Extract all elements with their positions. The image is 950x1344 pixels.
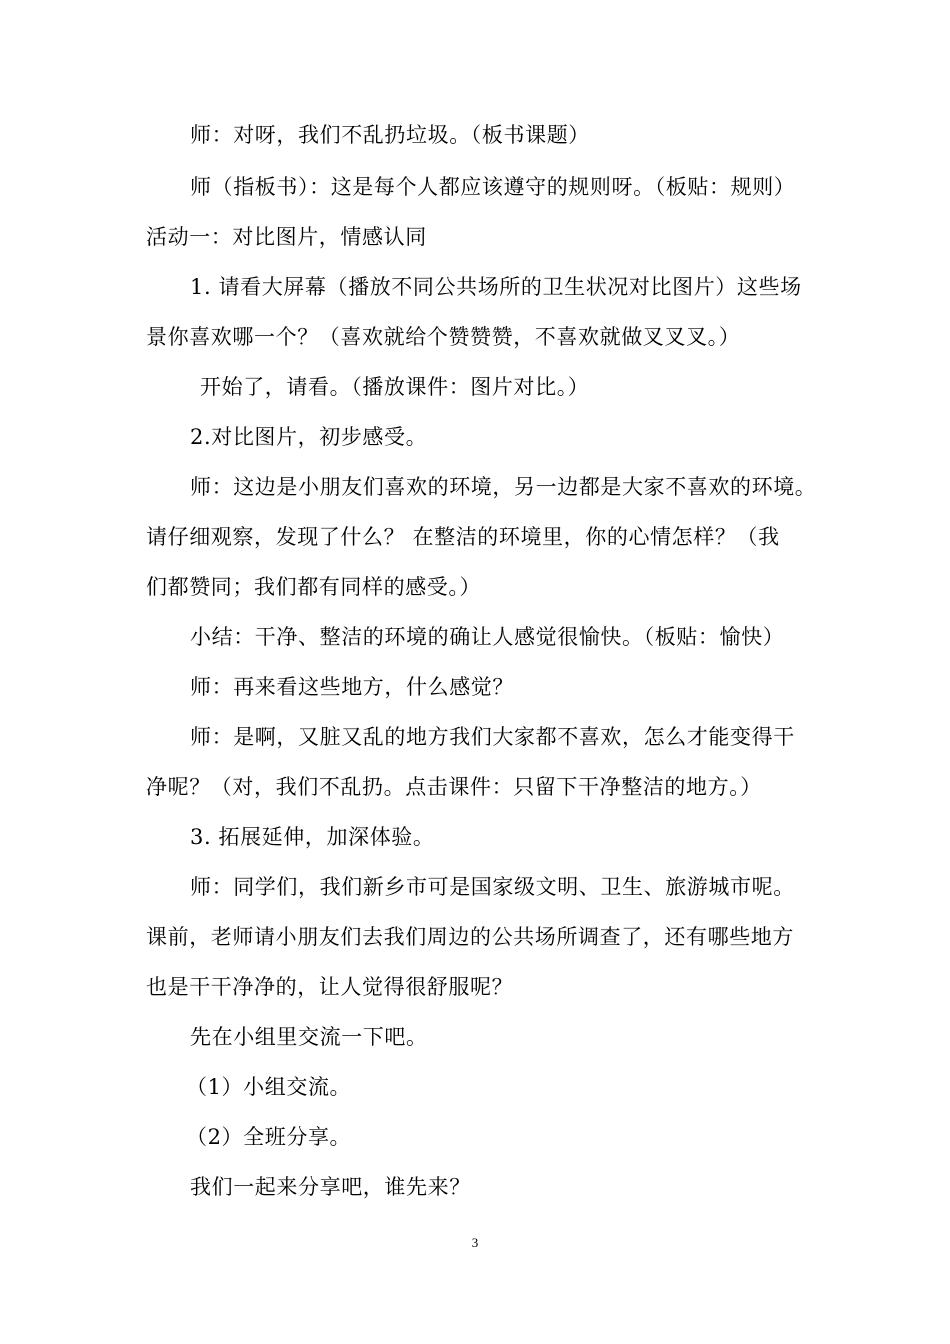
paragraph-line: 师：再来看这些地方，什么感觉？ xyxy=(190,675,514,699)
paragraph-line: 1. 请看大屏幕（播放不同公共场所的卫生状况对比图片）这些场 xyxy=(190,275,802,299)
paragraph-line: 师：同学们，我们新乡市可是国家级文明、卫生、旅游城市呢。 xyxy=(190,875,795,899)
paragraph-line: 们都赞同；我们都有同样的感受。） xyxy=(146,575,482,599)
paragraph-line: 小结：干净、整洁的环境的确让人感觉很愉快。（板贴：愉快） xyxy=(190,625,785,649)
page-number: 3 xyxy=(471,1235,479,1250)
paragraph-line: 我们一起来分享吧，谁先来？ xyxy=(190,1175,471,1199)
paragraph-line: 景你喜欢哪一个？（喜欢就给个赞赞赞，不喜欢就做叉叉叉。） xyxy=(146,325,741,349)
paragraph-line: （1）小组交流。 xyxy=(186,1075,352,1099)
paragraph-line: 净呢？（对，我们不乱扔。点击课件：只留下干净整洁的地方。） xyxy=(146,775,762,799)
paragraph-line: 师（指板书）：这是每个人都应该遵守的规则呀。（板贴：规则） xyxy=(190,175,796,199)
paragraph-line: 师：是啊，又脏又乱的地方我们大家都不喜欢，怎么才能变得干 xyxy=(190,725,795,749)
paragraph-line: 3. 拓展延伸，加深体验。 xyxy=(190,825,435,849)
paragraph-line: 先在小组里交流一下吧。 xyxy=(190,1025,428,1049)
paragraph-line: 师：对呀，我们不乱扔垃圾。（板书课题） xyxy=(190,123,590,147)
section-heading: 活动一：对比图片，情感认同 xyxy=(146,225,427,249)
paragraph-line: 请仔细观察，发现了什么？ 在整洁的环境里，你的心情怎样？（我 xyxy=(146,525,780,549)
paragraph-line: 课前，老师请小朋友们去我们周边的公共场所调查了，还有哪些地方 xyxy=(146,925,794,949)
paragraph-line: 2.对比图片，初步感受。 xyxy=(190,425,428,449)
paragraph-line: （2）全班分享。 xyxy=(186,1125,352,1149)
paragraph-line: 开始了，请看。（播放课件：图片对比。） xyxy=(200,375,590,399)
paragraph-line: 也是干干净净的，让人觉得很舒服呢？ xyxy=(146,975,514,999)
paragraph-line: 师：这边是小朋友们喜欢的环境，另一边都是大家不喜欢的环境。 xyxy=(190,475,817,499)
